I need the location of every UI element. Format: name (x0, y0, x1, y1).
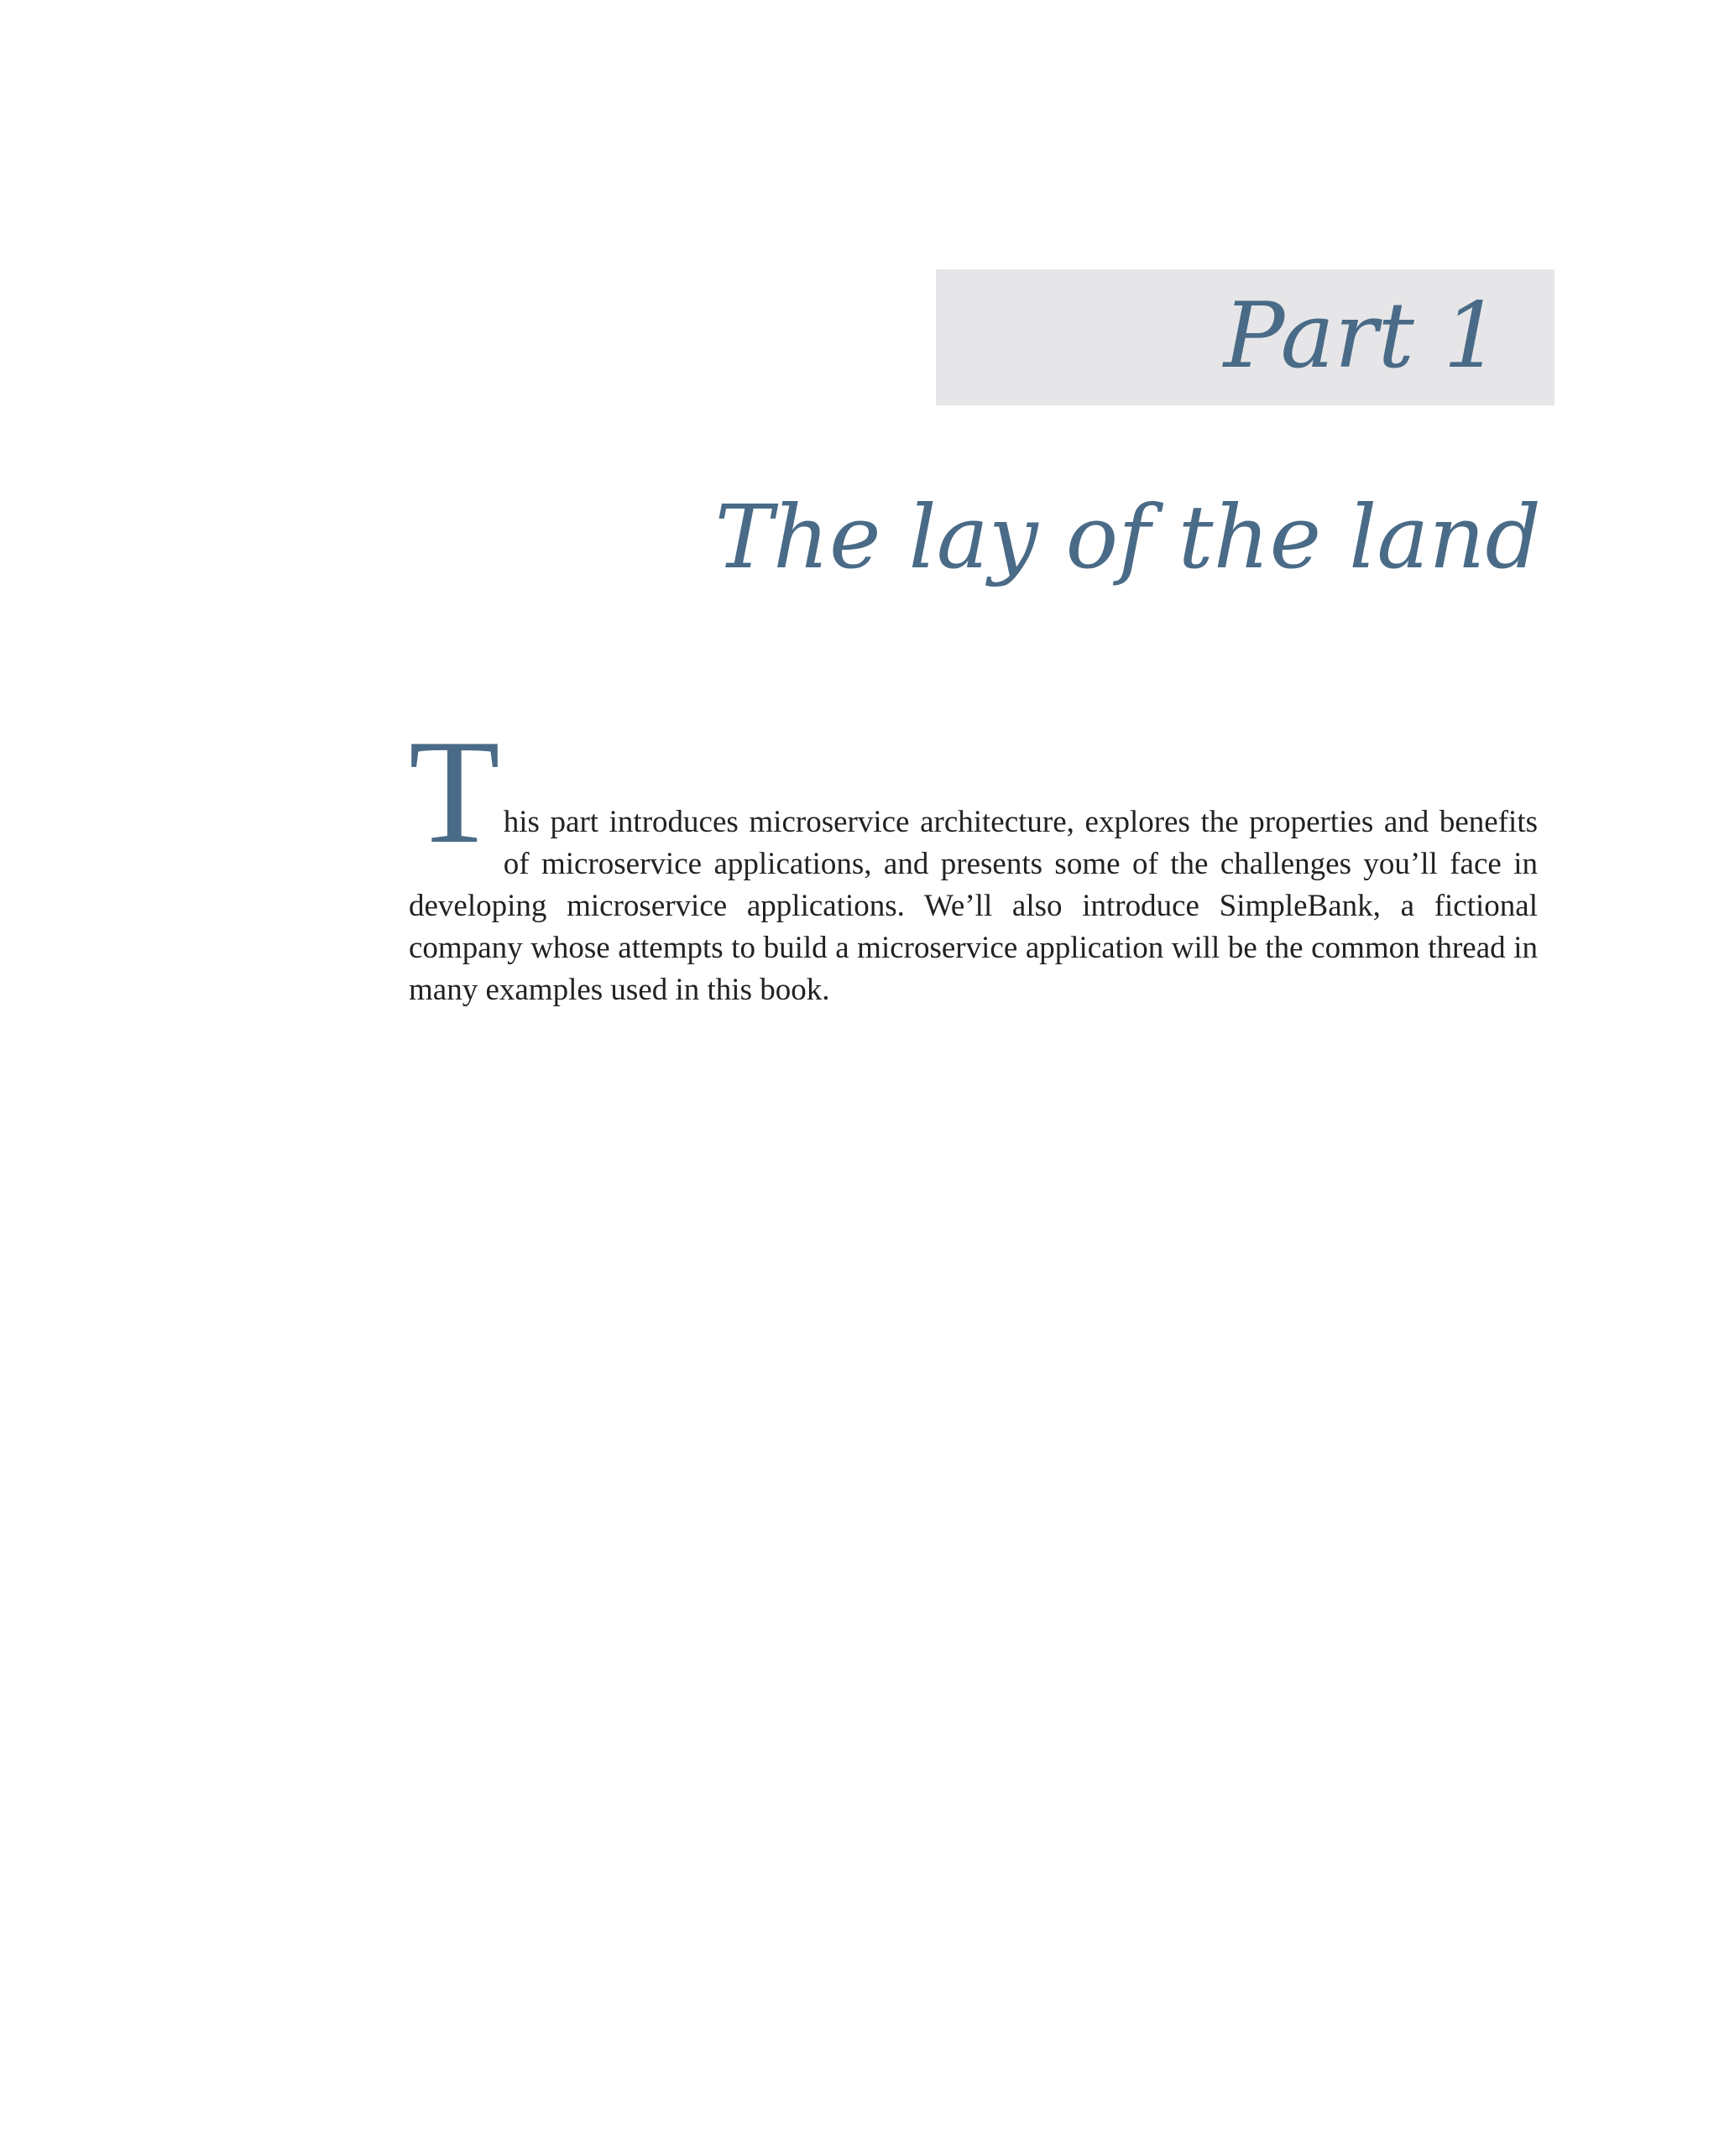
intro-text: his part introduces microservice architecture, explores the properties and benefits of microservice applications, and presents some of the challenges you’ll face in developing microservice applications. We’ll also introduce SimpleBank, a fictional company whose attempts to build a microservice application will be the common thread in many examples used in this book. (409, 805, 1538, 1007)
part-title: The lay of the land (714, 486, 1541, 588)
part-label-box (936, 269, 1554, 405)
intro-paragraph (409, 708, 1538, 1011)
drop-cap: T (409, 708, 500, 874)
part-label: Part 1 (1223, 284, 1501, 389)
